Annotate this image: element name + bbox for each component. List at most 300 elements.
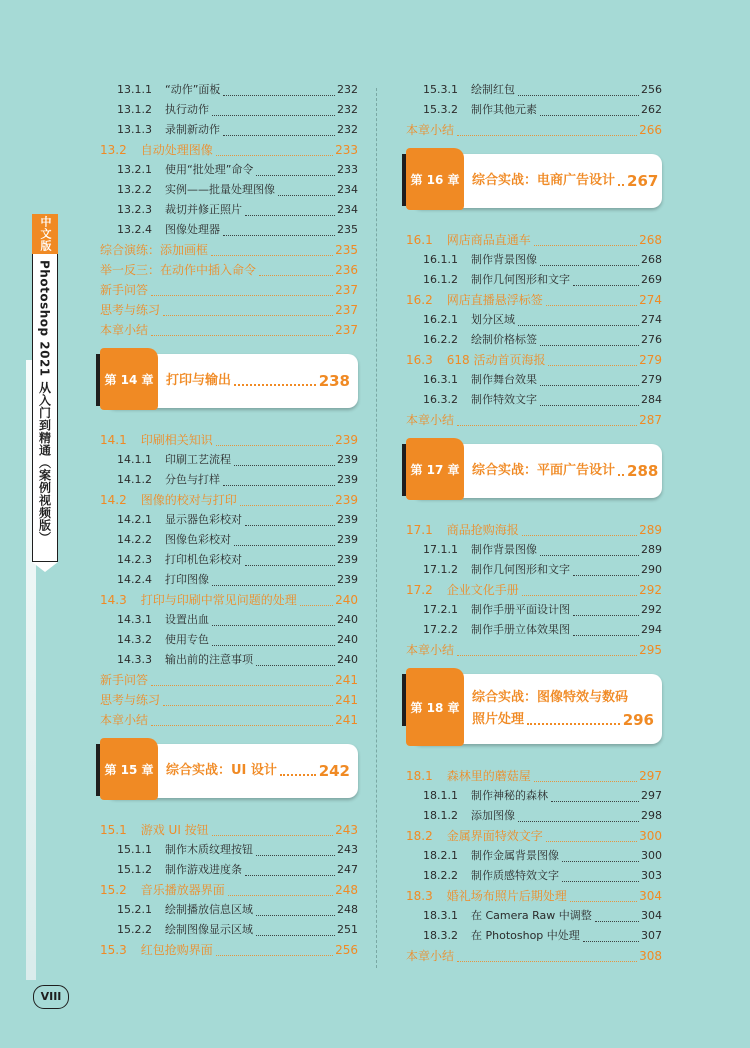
entry-title: 图像色彩校对 [165,533,231,546]
entry-page: 248 [335,883,358,897]
toc-entry[interactable] [406,540,662,560]
dot-leader [522,535,637,536]
toc-extra[interactable] [100,240,358,260]
dot-leader [595,921,639,922]
dot-leader [151,295,333,296]
dot-leader [518,325,639,326]
entry-page: 237 [335,283,358,297]
entry-page: 262 [641,103,662,116]
toc-group [100,510,358,590]
toc-group [406,540,662,580]
entry-page: 295 [639,643,662,657]
toc-group [100,840,358,880]
dot-leader [457,655,637,656]
entry-title: 红包抢购界面 [140,943,213,957]
toc-section[interactable] [406,580,662,600]
toc-section[interactable] [100,430,358,450]
column-divider [376,88,377,968]
dot-leader [212,115,335,116]
entry-title: 综合演练：添加画框 [100,243,209,257]
toc-section[interactable] [100,590,358,610]
chapter-title: 打印与输出 [166,373,232,388]
dot-leader [223,135,335,136]
entry-title: 打印图像 [165,573,209,586]
entry-number: 13.2.3 [117,203,152,216]
entry-number: 14.3.3 [117,653,152,666]
entry-page: 307 [641,929,662,942]
dot-leader [256,935,335,936]
dot-leader [534,781,637,782]
entry-page: 266 [639,123,662,137]
entry-title: 网店商品直通车 [446,233,531,247]
chapter-title: 综合实战：图像特效与数码 [472,690,629,705]
toc-entry[interactable] [406,846,662,866]
toc-section[interactable] [100,940,358,960]
entry-title: 印刷相关知识 [140,433,213,447]
entry-number: 15.1.2 [117,863,152,876]
entry-title: 制作几何图形和文字 [471,273,570,286]
entry-number: 16.3.2 [423,393,458,406]
book-title-tab [32,254,58,562]
entry-number: 17.1 [406,523,433,537]
entry-title: 图像的校对与打印 [140,493,237,507]
entry-page: 241 [335,673,358,687]
entry-page: 239 [335,493,358,507]
dot-leader [457,425,637,426]
toc-entry[interactable] [100,860,358,880]
entry-title: 执行动作 [165,103,209,116]
dot-leader [151,725,333,726]
book-title: Photoshop 2021 从入门到精通（案例视频版） [37,260,52,544]
dot-leader [256,665,335,666]
chapter-title-block [166,354,350,408]
entry-page: 297 [641,789,662,802]
chapter-title: 综合实战：平面广告设计 [472,463,616,478]
entry-page: 239 [337,473,358,486]
entry-title: 音乐播放器界面 [140,883,225,897]
entry-number: 16.1.1 [423,253,458,266]
chapter-title-block [166,744,350,798]
entry-number: 15.2.1 [117,903,152,916]
entry-title: 裁切并修正照片 [165,203,242,216]
dot-leader [245,875,335,876]
dot-leader [216,445,333,446]
toc-extra[interactable] [406,120,662,140]
dot-leader [518,821,639,822]
toc-extra[interactable] [100,320,358,340]
entry-page: 268 [639,233,662,247]
entry-page: 248 [337,903,358,916]
toc-entry[interactable] [406,600,662,620]
chapter-heading[interactable] [100,738,358,800]
dot-leader [540,405,639,406]
dot-leader [256,915,335,916]
toc-entry[interactable] [406,560,662,580]
toc-group [406,846,662,886]
dot-leader [583,941,639,942]
toc-entry[interactable] [406,806,662,826]
toc-section[interactable] [100,140,358,160]
dot-leader [540,385,639,386]
entry-number: 18.3.1 [423,909,458,922]
dot-leader [240,505,333,506]
entry-page: 274 [641,313,662,326]
toc-group [406,370,662,410]
chapter-page: 288 [627,462,659,480]
entry-title: 本章小结 [406,413,455,427]
toc-entry[interactable] [406,310,662,330]
toc-extra[interactable] [100,280,358,300]
entry-title: 商品抢购海报 [446,523,519,537]
chapter-heading[interactable] [100,348,358,410]
entry-title: 分色与打样 [165,473,220,486]
entry-number: 16.1.2 [423,273,458,286]
entry-title: 制作舞台效果 [471,373,537,386]
entry-number: 14.2.1 [117,513,152,526]
toc-section[interactable] [406,350,662,370]
dot-leader [562,861,639,862]
toc-group [406,786,662,826]
entry-number: 17.2.2 [423,623,458,636]
entry-page: 243 [335,823,358,837]
entry-number: 13.2 [100,143,127,157]
toc-entry[interactable] [100,80,358,100]
entry-page: 251 [337,923,358,936]
entry-title: 在 Photoshop 中处理 [471,929,580,942]
chapter-title-line [472,460,659,482]
entry-title: 绘制红包 [471,83,515,96]
entry-number: 14.1 [100,433,127,447]
entry-page: 294 [641,623,662,636]
toc-group [100,610,358,670]
toc-section[interactable] [406,520,662,540]
toc-entry[interactable] [100,120,358,140]
dot-leader [234,384,316,386]
entry-page: 232 [337,83,358,96]
toc-entry[interactable] [100,840,358,860]
toc-entry[interactable] [100,650,358,670]
chapter-title-cont: 照片处理 [472,712,525,727]
book-side-tab [32,214,58,572]
entry-number: 14.1.1 [117,453,152,466]
toc-entry[interactable] [406,926,662,946]
toc-section[interactable] [406,230,662,250]
toc-entry[interactable] [100,610,358,630]
entry-title: 使用专色 [165,633,209,646]
dot-leader [163,705,333,706]
dot-leader [562,881,639,882]
entry-title: 实例——批量处理图像 [165,183,275,196]
chapter-heading[interactable] [406,148,662,210]
dot-leader [223,485,335,486]
entry-number: 14.2.3 [117,553,152,566]
page-number: VIII [33,985,69,1009]
entry-title: 游戏 UI 按钮 [140,823,209,837]
entry-title: 思考与练习 [100,693,161,707]
entry-page: 292 [641,603,662,616]
entry-number: 14.2.4 [117,573,152,586]
toc-entry[interactable] [100,570,358,590]
entry-number: 18.2.2 [423,869,458,882]
entry-page: 304 [639,889,662,903]
entry-title: 显示器色彩校对 [165,513,242,526]
entry-number: 16.1 [406,233,433,247]
entry-number: 14.2 [100,493,127,507]
entry-title: 图像处理器 [165,223,220,236]
dot-leader [245,215,335,216]
toc-section[interactable] [406,826,662,846]
toc-entry[interactable] [100,920,358,940]
toc-extra[interactable] [406,946,662,966]
entry-page: 274 [639,293,662,307]
entry-title: 制作金属背景图像 [471,849,559,862]
toc-entry[interactable] [406,270,662,290]
toc-extra[interactable] [100,710,358,730]
chapter-title-line [472,170,659,192]
entry-title: 618 活动首页海报 [446,353,546,367]
entry-number: 13.2.1 [117,163,152,176]
toc-extra[interactable] [100,300,358,320]
toc-group [100,670,358,730]
dot-leader [223,235,335,236]
entry-title: 本章小结 [100,323,149,337]
chapter-heading[interactable] [406,438,662,500]
toc-section[interactable] [406,886,662,906]
entry-title: 企业文化手册 [446,583,519,597]
dot-leader [548,365,637,366]
entry-page: 256 [335,943,358,957]
tab-tip [32,562,58,572]
entry-title: 制作特效文字 [471,393,537,406]
dot-leader [212,835,333,836]
entry-number: 15.2.2 [117,923,152,936]
dot-leader [300,605,333,606]
entry-page: 284 [641,393,662,406]
entry-number: 14.3.2 [117,633,152,646]
entry-page: 241 [335,713,358,727]
entry-page: 233 [337,163,358,176]
dot-leader [618,184,624,186]
entry-number: 18.3.2 [423,929,458,942]
entry-number: 17.2 [406,583,433,597]
toc-entry[interactable] [100,550,358,570]
entry-page: 276 [641,333,662,346]
entry-page: 232 [337,103,358,116]
chapter-badge: 第 14 章 [100,348,158,410]
entry-number: 15.3.2 [423,103,458,116]
toc-entry[interactable] [406,786,662,806]
entry-page: 256 [641,83,662,96]
entry-title: 制作其他元素 [471,103,537,116]
dot-leader [540,265,639,266]
chapter-title-block [472,154,659,208]
chapter-title-line [472,709,654,731]
toc-section[interactable] [406,290,662,310]
entry-page: 239 [337,573,358,586]
toc-left-column [100,80,358,960]
dot-leader [534,245,637,246]
toc-group [406,80,662,120]
entry-page: 233 [335,143,358,157]
toc-entry[interactable] [100,510,358,530]
dot-leader [546,305,637,306]
entry-number: 16.3 [406,353,433,367]
entry-number: 13.2.2 [117,183,152,196]
entry-page: 237 [335,303,358,317]
toc-extra[interactable] [100,690,358,710]
toc-entry[interactable] [100,160,358,180]
toc-entry[interactable] [406,250,662,270]
entry-page: 234 [337,183,358,196]
entry-title: 制作质感特效文字 [471,869,559,882]
entry-page: 239 [337,513,358,526]
toc-entry[interactable] [406,330,662,350]
dot-leader [540,345,639,346]
entry-title: 录制新动作 [165,123,220,136]
chapter-page: 296 [622,711,654,729]
entry-number: 13.2.4 [117,223,152,236]
toc-entry[interactable] [406,100,662,120]
entry-title: 打印与印刷中常见问题的处理 [140,593,297,607]
toc-entry[interactable] [100,220,358,240]
toc-entry[interactable] [406,390,662,410]
entry-title: 婚礼场布照片后期处理 [446,889,567,903]
toc-entry[interactable] [100,100,358,120]
chinese-edition-badge: 中文版 [32,214,58,254]
entry-page: 279 [639,353,662,367]
entry-number: 14.3 [100,593,127,607]
entry-number: 13.1.3 [117,123,152,136]
entry-page: 236 [335,263,358,277]
chapter-title-line [166,760,350,782]
entry-title: 制作手册平面设计图 [471,603,570,616]
toc-right-column [406,80,662,966]
entry-title: 绘制图像显示区域 [165,923,253,936]
toc-section[interactable] [100,880,358,900]
dot-leader [234,465,335,466]
dot-leader [618,474,624,476]
entry-title: 印刷工艺流程 [165,453,231,466]
dot-leader [573,285,639,286]
toc-entry[interactable] [406,80,662,100]
entry-number: 14.2.2 [117,533,152,546]
toc-extra[interactable] [100,260,358,280]
entry-title: 制作木质纹理按钮 [165,843,253,856]
entry-page: 292 [639,583,662,597]
chapter-title: 综合实战：电商广告设计 [472,173,616,188]
toc-entry[interactable] [100,470,358,490]
entry-page: 300 [641,849,662,862]
toc-entry[interactable] [100,200,358,220]
toc-group [100,240,358,340]
toc-group [406,250,662,290]
toc-section[interactable] [406,766,662,786]
chapter-page: 267 [627,172,659,190]
entry-title: 新手问答 [100,283,149,297]
entry-page: 235 [337,223,358,236]
dot-leader [540,555,639,556]
entry-number: 17.1.1 [423,543,458,556]
chapter-badge: 第 16 章 [406,148,464,210]
entry-title: 在 Camera Raw 中调整 [471,909,592,922]
chapter-badge: 第 18 章 [406,668,464,746]
dot-leader [256,855,335,856]
chapter-heading[interactable] [406,668,662,746]
toc-entry[interactable] [406,620,662,640]
entry-title: 制作背景图像 [471,543,537,556]
entry-title: 绘制价格标签 [471,333,537,346]
entry-title: 输出前的注意事项 [165,653,253,666]
entry-number: 18.2.1 [423,849,458,862]
dot-leader [216,955,333,956]
entry-number: 18.2 [406,829,433,843]
dot-leader [540,115,639,116]
toc-entry[interactable] [406,906,662,926]
entry-title: 绘制播放信息区域 [165,903,253,916]
dot-leader [570,901,637,902]
toc-group [406,310,662,350]
entry-title: 本章小结 [406,643,455,657]
toc-extra[interactable] [100,670,358,690]
entry-title: 自动处理图像 [140,143,213,157]
toc-entry[interactable] [406,370,662,390]
entry-number: 13.1.2 [117,103,152,116]
toc-section[interactable] [100,490,358,510]
dot-leader [163,315,333,316]
dot-leader [151,335,333,336]
entry-number: 16.2.2 [423,333,458,346]
toc-entry[interactable] [100,180,358,200]
entry-title: 设置出血 [165,613,209,626]
toc-group [100,900,358,940]
toc-group [100,450,358,490]
entry-page: 289 [641,543,662,556]
toc-section[interactable] [100,820,358,840]
entry-title: 新手问答 [100,673,149,687]
entry-title: 本章小结 [100,713,149,727]
toc-extra[interactable] [406,640,662,660]
toc-group [406,906,662,946]
dot-leader [216,155,333,156]
toc-entry[interactable] [100,630,358,650]
dot-leader [573,615,639,616]
entry-page: 240 [337,633,358,646]
toc-entry[interactable] [100,900,358,920]
dot-leader [212,625,335,626]
entry-number: 16.3.1 [423,373,458,386]
entry-number: 18.3 [406,889,433,903]
entry-page: 240 [335,593,358,607]
toc-entry[interactable] [100,450,358,470]
toc-entry[interactable] [406,866,662,886]
chapter-title: 综合实战：UI 设计 [166,763,277,778]
entry-number: 15.1 [100,823,127,837]
entry-page: 300 [639,829,662,843]
toc-entry[interactable] [100,530,358,550]
toc-group [100,160,358,240]
entry-number: 18.1.1 [423,789,458,802]
entry-number: 18.1.2 [423,809,458,822]
entry-page: 287 [639,413,662,427]
entry-page: 247 [337,863,358,876]
dot-leader [573,575,639,576]
entry-page: 241 [335,693,358,707]
entry-page: 304 [641,909,662,922]
toc-extra[interactable] [406,410,662,430]
chapter-page: 242 [318,762,350,780]
entry-page: 239 [337,553,358,566]
dot-leader [245,525,335,526]
